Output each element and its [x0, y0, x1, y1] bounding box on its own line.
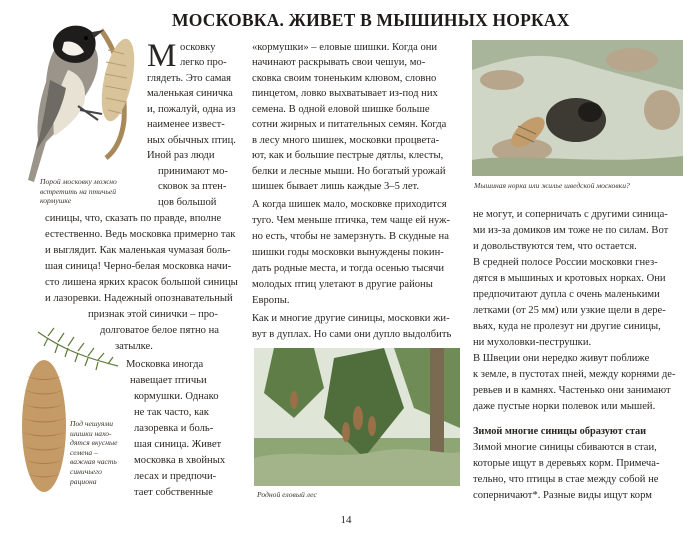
col2-line: дать родные места, и тогда осенью тысячи [252, 263, 445, 274]
col1-line: кормушки. Однако [134, 391, 219, 402]
col3-line: ни мухоловки-пеструшки. [473, 337, 592, 348]
col2-line: ют, как и большие пестрые дятлы, клесты, [252, 150, 444, 161]
bird-caption: Порой московку можно встретить на птичьей кормушке [40, 177, 117, 206]
col1-line: навещает птичьи [130, 375, 207, 386]
col3-line: которые ищут в деревьях корм. Примеча- [473, 458, 660, 469]
col1-line: признак этой синички – про- [88, 309, 218, 320]
cone-caption: Под чешуями шишки нахо- дятся вкусные семена – важная часть синичьего рациона [70, 419, 118, 486]
col3-line: тельно, что птицы в стае между собой не [473, 474, 659, 485]
col1-line: Московка иногда [126, 359, 204, 370]
col1-line: тает собственные [134, 487, 213, 498]
col1-line: не так часто, как [134, 407, 209, 418]
col2-line: семена. В одной еловой шишке больше [252, 104, 430, 115]
col2-line: начинают раскрывать свои чешуи, мо- [252, 57, 426, 68]
col1-line: легко про- [180, 57, 227, 68]
col1-line: цов большой [158, 197, 217, 208]
col1-line: наименее извест- [147, 119, 225, 130]
col1-line: и лазоревки. Надежный опознавательный [45, 293, 233, 304]
col2-line: сковка своим тоненьким клювом, словно [252, 73, 437, 84]
col2-line: шишек бывает лишь каждые 3–5 лет. [252, 181, 420, 192]
col3-line: не могут, и соперничать с другими синица- [473, 209, 668, 220]
forest-caption: Родной еловый лес [257, 490, 317, 499]
drop-cap: М [147, 38, 177, 74]
col3-line: ревьев и в камнях. Частенько они занимают [473, 385, 671, 396]
col2-line: А когда шишек мало, московке приходится [252, 199, 447, 210]
col1-line: сто лишена ярких красок большой синицы [45, 277, 238, 288]
col1-line: лесах и предпочи- [134, 471, 217, 482]
col2-line: туго. Чем меньше птичка, тем чаще ей нуж- [252, 215, 451, 226]
col1-line: маленькая синичка [147, 88, 233, 99]
col2-line: вут в дуплах. Но сами они дупло выдолбить [252, 329, 452, 340]
mouse-burrow-illustration [472, 40, 683, 176]
col3-line: вьях, куда не пролезут ни другие синицы, [473, 321, 661, 332]
col3-line: даже пустые норки полевок или мышей. [473, 401, 656, 412]
col1-line: осковку [180, 42, 216, 53]
col1-line: шая синица. Живет [134, 439, 222, 450]
col1-line: лазоревка и боль- [134, 423, 214, 434]
section-subheading: Зимой многие синицы образуют стаи [473, 426, 647, 437]
col1-line: шая синица! Черно-белая московка начи- [45, 261, 232, 272]
col1-line: ных обычных птиц. [147, 135, 236, 146]
col1-line: долговатое белое пятно на [100, 325, 219, 336]
col2-line: сотни жирных и питательных семян. Когда [252, 119, 447, 130]
col1-line: глядеть. Это самая [147, 73, 231, 84]
col2-line: молодых птиц улетают в другие районы [252, 279, 433, 290]
col2-line: «кормушки» – еловые шишки. Когда они [252, 42, 438, 53]
col3-line: Зимой многие синицы сбиваются в стаи, [473, 442, 657, 453]
col2-line: в лесу много шишек, московки процвета- [252, 135, 440, 146]
spruce-forest-illustration [254, 348, 460, 486]
page-number: 14 [340, 514, 352, 526]
col1-line: естественно. Ведь московка примерно так [45, 229, 236, 240]
col1-line: принимают мо- [158, 166, 228, 177]
col2-line: но есть, чтобы не замерзнуть. В скудные на [252, 231, 449, 242]
col1-line: и выглядит. Как маленькая чумазая боль- [45, 245, 231, 256]
col1-line: московка в хвойных [134, 455, 226, 466]
col2-line: белки и лесные мыши. Но богатый урожай [252, 166, 446, 177]
col3-line: летками (от 25 мм) или узкие щели в дере- [473, 305, 666, 316]
col3-line: соперничают*. Разные виды ищут корм [473, 490, 652, 501]
col3-line: В Швеции они нередко живут поближе [473, 353, 650, 364]
col1-line: сковок за птен- [158, 181, 227, 192]
page-title: МОСКОВКА. ЖИВЕТ В МЫШИНЫХ НОРКАХ [172, 10, 570, 30]
col3-line: ми из-за домиков им тоже не по силам. Вот [473, 225, 669, 236]
col1-line: и, пожалуй, одна из [147, 104, 236, 115]
col3-line: и довольствуются тем, что остается. [473, 241, 637, 252]
col1-line: Иной раз люди [147, 150, 215, 161]
col3-line: В средней полосе России московки гнез- [473, 257, 658, 268]
burrow-caption: Мышиная норка или жилье шведской московки? [474, 181, 630, 190]
col3-line: к земле, в пустотах пней, между корнями де- [473, 369, 676, 380]
coal-tit-illustration [6, 10, 146, 185]
col2-line: Европы. [252, 295, 290, 306]
col1-line: синицы, что, сказать по правде, вполне [45, 213, 222, 224]
col3-line: предпочитают дупла с очень маленькими [473, 289, 660, 300]
col3-line: дятся в мышиных и кротовых норках. Они [473, 273, 666, 284]
col2-line: Как и многие другие синицы, московки жи- [252, 313, 450, 324]
col2-line: пинцетом, ловко выхватывает из-под них [252, 88, 438, 99]
col1-line: затылке. [115, 341, 153, 352]
col2-line: шишки годы московки вынуждены покин- [252, 247, 444, 258]
